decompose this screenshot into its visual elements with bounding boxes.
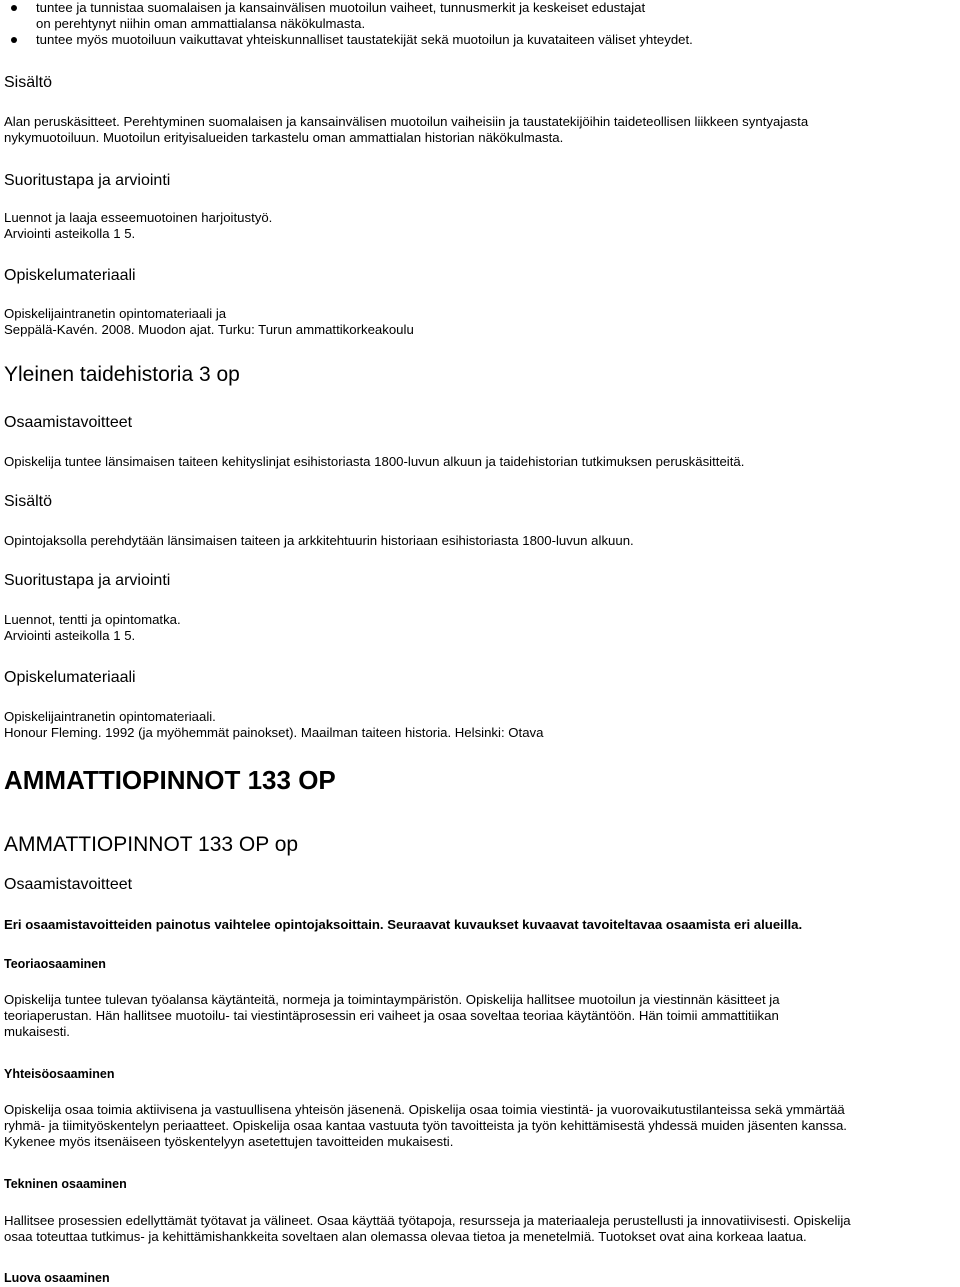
text-line: Honour Fleming. 1992 (ja myöhemmät painokset). Maailman taiteen historia. Helsinki: Otava	[4, 725, 544, 740]
sisalto-text	[4, 114, 959, 146]
section-heading-opiskelumateriaali: Opiskelumateriaali	[4, 669, 136, 686]
subheading-tekninen-osaaminen: Tekninen osaaminen	[4, 1177, 127, 1191]
text-line: Luennot, tentti ja opintomatka.	[4, 612, 181, 627]
bullet-item	[4, 32, 959, 48]
section-heading-sisalto: Sisältö	[4, 74, 53, 91]
section-heading-sisalto: Sisältö	[4, 493, 53, 510]
subheading-yhteisoosaaminen: Yhteisöosaaminen	[4, 1067, 115, 1081]
bullet-text-line: tuntee myös muotoiluun vaikuttavat yhteiskunnalliset taustatekijät sekä muotoilun ja kuvataiteen väliset yhteydet.	[36, 32, 693, 47]
course-title: Yleinen taidehistoria 3 op	[4, 363, 240, 386]
text-line: Opiskelijaintranetin opintomateriaali.	[4, 709, 216, 724]
teoriaosaaminen-text	[4, 992, 959, 1040]
text-line: Arviointi asteikolla 1 5.	[4, 226, 136, 241]
text-line: Hallitsee prosessien edellyttämät työtavat ja välineet. Osaa käyttää työtapoja, resursseja ja materiaaleja perustellusti ja innovatiivisesti. Opiskelija	[4, 1213, 851, 1228]
bullet-text-line: tuntee ja tunnistaa suomalaisen ja kansainvälisen muotoilun vaiheet, tunnusmerkit ja keskeiset edustajat	[36, 0, 646, 15]
text-line: osaa toteuttaa tutkimus- ja kehittämishankkeita soveltaen alan olemassa olevaa tietoa ja menetelmiä. Tuotokset ovat aina korkeaa laatua.	[4, 1229, 807, 1244]
subheading-luova-osaaminen: Luova osaaminen	[4, 1271, 110, 1285]
text-line: teoriaperustan. Hän hallitsee muotoilu- tai viestintäprosessin eri vaiheet ja osaa soveltaa teoriaa käytäntöön. Hän toimii ammattitiikan	[4, 1008, 779, 1023]
text-line: Kykenee myös itsenäiseen työskentelyyn asetettujen tavoitteiden mukaisesti.	[4, 1134, 454, 1149]
bullet-dot-icon	[11, 37, 17, 43]
section-heading-suoritustapa: Suoritustapa ja arviointi	[4, 572, 171, 589]
text-line: Opiskelija tuntee tulevan työalansa käytänteitä, normeja ja toimintaympäristön. Opiskelija hallitsee muotoilun ja viestinnän käsitteet ja	[4, 992, 780, 1007]
yhteisoosaaminen-text	[4, 1102, 959, 1150]
section-heading-osaamistavoitteet: Osaamistavoitteet	[4, 414, 133, 431]
opiskelumateriaali-text	[4, 709, 959, 741]
text-line: Seppälä-Kavén. 2008. Muodon ajat. Turku: Turun ammattikorkeakoulu	[4, 322, 414, 337]
main-title: AMMATTIOPINNOT 133 OP	[4, 765, 336, 795]
intro-text: Eri osaamistavoitteiden painotus vaihtelee opintojaksoittain. Seuraavat kuvaukset kuvaavat tavoiteltavaa osaamista eri alueilla.	[4, 917, 803, 932]
osaamistavoitteet-text: Opiskelija tuntee länsimaisen taiteen kehityslinjat esihistoriasta 1800-luvun alkuun ja taidehistorian tutkimuksen peruskäsitteitä.	[4, 454, 745, 469]
text-line: Opiskelijaintranetin opintomateriaali ja	[4, 306, 227, 321]
bullet-text-line: on perehtynyt niihin oman ammattialansa näkökulmasta.	[36, 16, 366, 31]
text-line: Luennot ja laaja esseemuotoinen harjoitustyö.	[4, 210, 273, 225]
intro-bullet-list	[4, 0, 959, 48]
suoritustapa-text	[4, 210, 959, 242]
bullet-dot-icon	[11, 5, 17, 11]
section-heading-osaamistavoitteet: Osaamistavoitteet	[4, 876, 133, 893]
text-line: nykymuotoiluun. Muotoilun erityisalueiden tarkastelu oman ammattialan historian näkökulmasta.	[4, 130, 564, 145]
text-line: mukaisesti.	[4, 1024, 70, 1039]
tekninen-osaaminen-text	[4, 1213, 959, 1245]
text-line: Arviointi asteikolla 1 5.	[4, 628, 136, 643]
subtitle: AMMATTIOPINNOT 133 OP op	[4, 833, 299, 856]
subheading-teoriaosaaminen: Teoriaosaaminen	[4, 957, 106, 971]
opiskelumateriaali-text	[4, 306, 959, 338]
text-line: Opiskelija osaa toimia aktiivisena ja vastuullisena yhteisön jäsenenä. Opiskelija osaa toimia viestintä- ja vuorovaikutustilanteissa sekä ymmärtää	[4, 1102, 845, 1117]
section-heading-opiskelumateriaali: Opiskelumateriaali	[4, 267, 136, 284]
text-line: Alan peruskäsitteet. Perehtyminen suomalaisen ja kansainvälisen muotoilun vaiheisiin ja taustatekijöihin taideteollisen liikkeen syntyajasta	[4, 114, 809, 129]
sisalto-text: Opintojaksolla perehdytään länsimaisen taiteen ja arkkitehtuurin historiaan esihistoriasta 1800-luvun alkuun.	[4, 533, 634, 548]
text-line: ryhmä- ja tiimityöskentelyn periaatteet. Opiskelija osaa kantaa vastuuta työn tavoitteista ja työn kehittämisestä yhdessä muiden jäsenten kanssa.	[4, 1118, 847, 1133]
section-heading-suoritustapa: Suoritustapa ja arviointi	[4, 172, 171, 189]
suoritustapa-text	[4, 612, 959, 644]
bullet-item	[4, 0, 959, 32]
